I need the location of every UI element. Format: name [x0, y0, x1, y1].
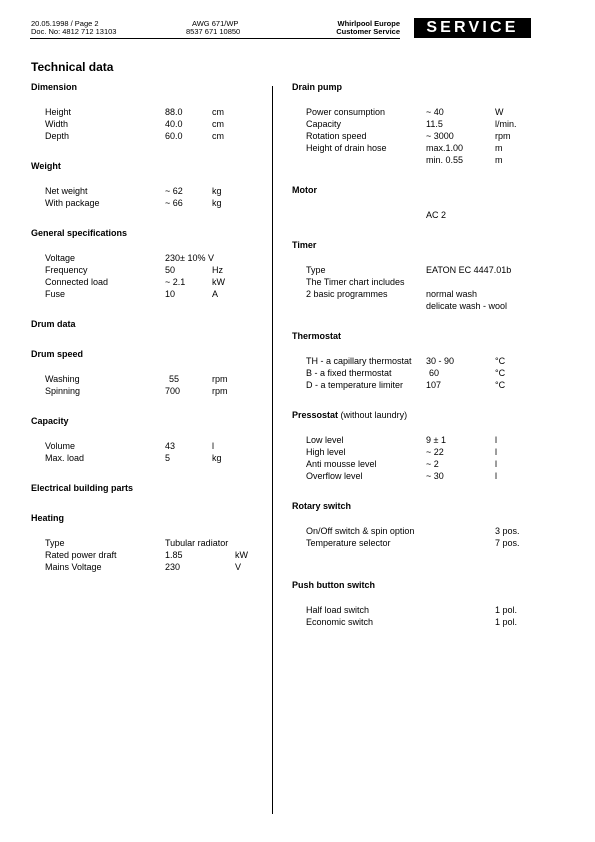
section-heading-heating: Heating [31, 513, 65, 523]
spec-label: Net weight [45, 186, 88, 196]
spec-value: 11.5 [426, 119, 443, 129]
spec-label: Max. load [45, 453, 85, 463]
header-doc-number: Doc. No: 4812 712 13103 [31, 27, 117, 36]
section-heading-pressostat [292, 410, 407, 420]
spec-unit: kg [212, 186, 222, 196]
spec-label: Rotation speed [306, 131, 367, 141]
spec-value: 30 - 90 [426, 356, 455, 366]
spec-label: Economic switch [306, 617, 374, 627]
spec-value: 1 pol. [495, 605, 518, 615]
spec-unit: rpm [495, 131, 511, 141]
timer-chart-note: The Timer chart includes [306, 277, 405, 287]
spec-value: 230 [165, 562, 181, 572]
spec-label: Low level [306, 435, 344, 445]
section-heading-dimension: Dimension [31, 82, 78, 92]
spec-value: 700 [165, 386, 181, 396]
spec-label: TH - a capillary thermostat [306, 356, 412, 366]
spec-unit: °C [495, 368, 506, 378]
spec-unit: kW [235, 550, 248, 560]
spec-unit: cm [212, 119, 224, 129]
section-heading-timer: Timer [292, 240, 317, 250]
spec-label: Width [45, 119, 69, 129]
spec-value: 3 pos. [495, 526, 520, 536]
spec-value: Tubular radiator [165, 538, 229, 548]
spec-unit: rpm [212, 386, 228, 396]
section-heading-drain-pump: Drain pump [292, 82, 343, 92]
section-heading-thermostat: Thermostat [292, 331, 342, 341]
spec-unit: l/min. [495, 119, 517, 129]
spec-value: 88.0 [165, 107, 183, 117]
spec-unit: W [495, 107, 504, 117]
spec-value: 107 [426, 380, 442, 390]
spec-value: 50 [165, 265, 176, 275]
spec-label: Capacity [306, 119, 342, 129]
pressostat-title: Pressostat [292, 410, 339, 420]
spec-value: ~ 66 [165, 198, 183, 208]
section-heading-push-button: Push button switch [292, 580, 375, 590]
spec-label: Mains Voltage [45, 562, 102, 572]
spec-label: Fuse [45, 289, 66, 299]
spec-label: Voltage [45, 253, 76, 263]
spec-unit: l [495, 471, 497, 481]
header-date-page: 20.05.1998 / Page 2 [31, 19, 99, 28]
section-heading-motor: Motor [292, 185, 317, 195]
spec-unit: m [495, 143, 503, 153]
section-heading-drum-data: Drum data [31, 319, 76, 329]
spec-label: Half load switch [306, 605, 370, 615]
spec-label: Frequency [45, 265, 88, 275]
spec-value: 230± 10% V [165, 253, 214, 263]
spec-value: 60.0 [165, 131, 183, 141]
spec-label: D - a temperature limiter [306, 380, 404, 390]
spec-value: ~ 62 [165, 186, 183, 196]
spec-label: Washing [45, 374, 80, 384]
spec-label: With package [45, 198, 100, 208]
spec-unit: °C [495, 380, 506, 390]
spec-value: 10 [165, 289, 176, 299]
spec-value: 60 [429, 368, 440, 378]
spec-label: Connected load [45, 277, 109, 287]
spec-value: ~ 22 [426, 447, 444, 457]
section-heading-weight: Weight [31, 161, 61, 171]
spec-value: 1 pol. [495, 617, 518, 627]
header-divider [30, 38, 400, 39]
spec-value: ~ 3000 [426, 131, 454, 141]
spec-label: 2 basic programmes [306, 289, 388, 299]
spec-label: Depth [45, 131, 70, 141]
spec-label: Height [45, 107, 72, 117]
spec-unit: kW [212, 277, 225, 287]
spec-label: Volume [45, 441, 76, 451]
page-title: Technical data [31, 60, 114, 74]
spec-value: normal wash [426, 289, 478, 299]
column-divider [272, 86, 273, 814]
spec-label: High level [306, 447, 346, 457]
spec-unit: l [495, 435, 497, 445]
spec-unit: Hz [212, 265, 223, 275]
spec-value: 55 [169, 374, 180, 384]
spec-unit: kg [212, 198, 222, 208]
section-heading-rotary-switch: Rotary switch [292, 501, 352, 511]
header-department: Customer Service [336, 27, 400, 36]
spec-unit: kg [212, 453, 222, 463]
spec-label: Spinning [45, 386, 81, 396]
spec-value: ~ 40 [426, 107, 444, 117]
spec-label: B - a fixed thermostat [306, 368, 392, 378]
section-heading-capacity: Capacity [31, 416, 69, 426]
spec-label: Rated power draft [45, 550, 117, 560]
spec-value: 5 [165, 453, 171, 463]
spec-value: 1.85 [165, 550, 183, 560]
spec-label: Anti mousse level [306, 459, 377, 469]
spec-label: Temperature selector [306, 538, 391, 548]
spec-unit: °C [495, 356, 506, 366]
spec-value: 40.0 [165, 119, 183, 129]
spec-unit: l [212, 441, 214, 451]
spec-value: 43 [165, 441, 176, 451]
service-badge: SERVICE [414, 18, 531, 38]
spec-unit: l [495, 447, 497, 457]
pressostat-note: (without laundry) [340, 410, 408, 420]
spec-value: 9 ± 1 [426, 435, 446, 445]
section-heading-drum-speed: Drum speed [31, 349, 84, 359]
spec-label: Power consumption [306, 107, 386, 117]
spec-unit: A [212, 289, 219, 299]
spec-value: 7 pos. [495, 538, 520, 548]
spec-label: Overflow level [306, 471, 363, 481]
spec-unit: cm [212, 131, 224, 141]
spec-label: Type [45, 538, 65, 548]
spec-value: delicate wash - wool [426, 301, 508, 311]
spec-value: ~ 2 [426, 459, 439, 469]
spec-value: ~ 2.1 [165, 277, 186, 287]
section-heading-electrical: Electrical building parts [31, 483, 134, 493]
spec-unit: l [495, 459, 497, 469]
spec-unit: m [495, 155, 503, 165]
motor-value: AC 2 [426, 210, 447, 220]
header-model: AWG 671/WP [192, 19, 239, 28]
spec-value: max.1.00 [426, 143, 464, 153]
header-model-number: 8537 671 10850 [186, 27, 241, 36]
spec-unit: rpm [212, 374, 228, 384]
spec-value: min. 0.55 [426, 155, 464, 165]
spec-value: ~ 30 [426, 471, 444, 481]
spec-value: EATON EC 4447.01b [426, 265, 512, 275]
spec-unit: cm [212, 107, 224, 117]
section-heading-general: General specifications [31, 228, 128, 238]
spec-label: On/Off switch & spin option [306, 526, 415, 536]
spec-label: Type [306, 265, 326, 275]
header-company: Whirlpool Europe [337, 19, 400, 28]
spec-label: Height of drain hose [306, 143, 387, 153]
spec-unit: V [235, 562, 242, 572]
